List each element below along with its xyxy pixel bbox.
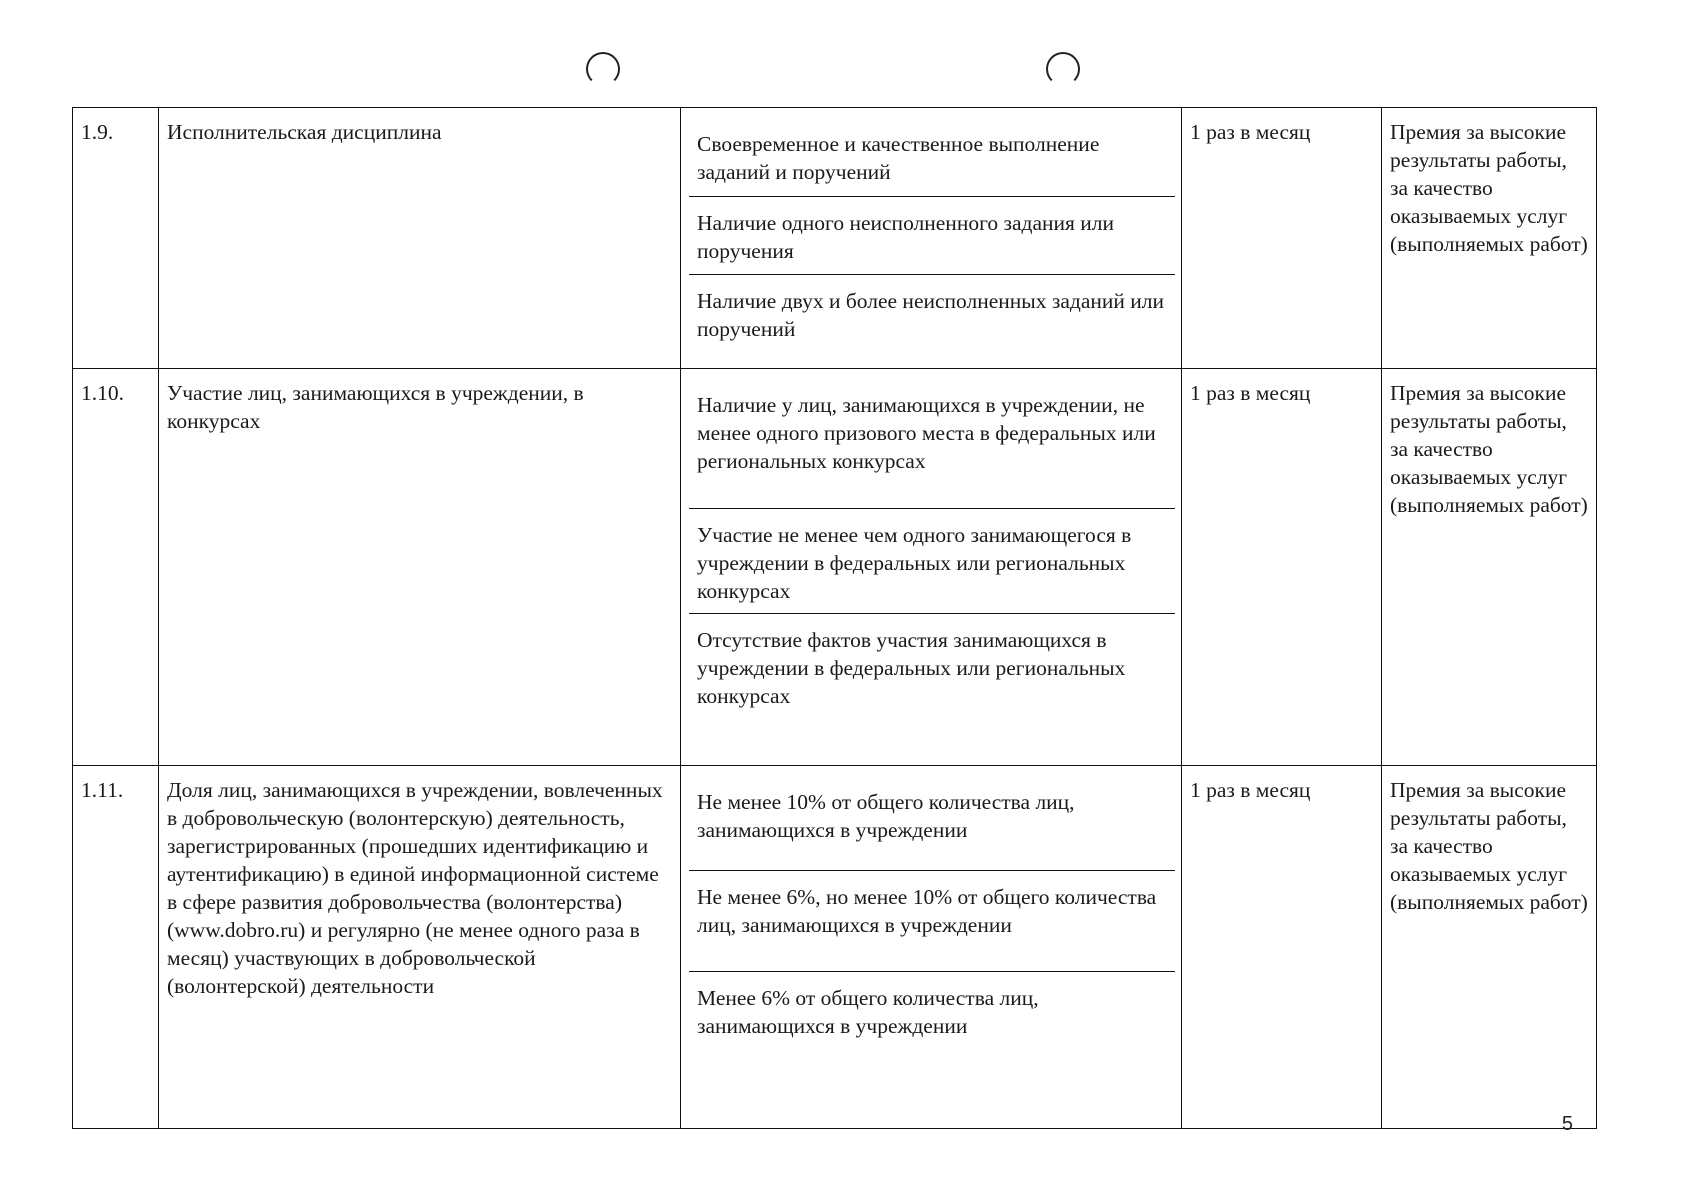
criterion-cell: Доля лиц, занимающихся в учреждении, вовлеченных в добровольческую (волонтерскую) деятельность, зарегистрированных (прошедших идентификацию и аутентификацию) в единой информационной системе в сфере развития добровольчества (волонтерства) (www.dobro.ru) и регулярно (не менее одного раза в месяц) участвующих в добровольческой (волонтерской) деятельности bbox=[159, 766, 681, 1129]
indicator-item: Участие не менее чем одного занимающегося в учреждении в федеральных или региональных конкурсах bbox=[689, 509, 1175, 614]
table-row bbox=[73, 108, 1597, 369]
page-number: 5 bbox=[1561, 1113, 1573, 1135]
table-row bbox=[73, 766, 1597, 1129]
indicator-item: Менее 6% от общего количества лиц, занимающихся в учреждении bbox=[697, 986, 1039, 1038]
payment-type-cell: Премия за высокие результаты работы, за качество оказываемых услуг (выполняемых работ) bbox=[1382, 766, 1597, 1129]
indicators-cell bbox=[681, 766, 1182, 1129]
frequency-cell: 1 раз в месяц bbox=[1182, 108, 1382, 369]
frequency-cell: 1 раз в месяц bbox=[1182, 369, 1382, 766]
punch-hole-mark bbox=[586, 52, 620, 86]
indicator-item: Своевременное и качественное выполнение заданий и поручений bbox=[689, 118, 1175, 197]
indicator-item: Не менее 6%, но менее 10% от общего количества лиц, занимающихся в учреждении bbox=[689, 871, 1175, 972]
table-row bbox=[73, 369, 1597, 766]
payment-type-cell: Премия за высокие результаты работы, за качество оказываемых услуг (выполняемых работ) bbox=[1382, 369, 1597, 766]
indicator-item: Не менее 10% от общего количества лиц, занимающихся в учреждении bbox=[689, 776, 1175, 871]
criterion-cell: Участие лиц, занимающихся в учреждении, в конкурсах bbox=[159, 369, 681, 766]
criterion-cell: Исполнительская дисциплина bbox=[159, 108, 681, 369]
row-number: 1.10. bbox=[73, 369, 159, 766]
indicators-cell bbox=[681, 108, 1182, 369]
indicator-item: Наличие двух и более неисполненных заданий или поручений bbox=[697, 289, 1165, 341]
criteria-table bbox=[72, 107, 1597, 1129]
indicator-item: Наличие у лиц, занимающихся в учреждении, не менее одного призового места в федеральных или региональных конкурсах bbox=[689, 379, 1175, 509]
indicator-item: Наличие одного неисполненного задания или поручения bbox=[689, 197, 1175, 275]
indicators-cell bbox=[681, 369, 1182, 766]
indicator-item: Отсутствие фактов участия занимающихся в учреждении в федеральных или региональных конкурсах bbox=[697, 628, 1126, 708]
row-number: 1.11. bbox=[73, 766, 159, 1129]
payment-type-cell: Премия за высокие результаты работы, за качество оказываемых услуг (выполняемых работ) bbox=[1382, 108, 1597, 369]
punch-hole-mark bbox=[1046, 52, 1080, 86]
frequency-cell: 1 раз в месяц bbox=[1182, 766, 1382, 1129]
row-number: 1.9. bbox=[73, 108, 159, 369]
